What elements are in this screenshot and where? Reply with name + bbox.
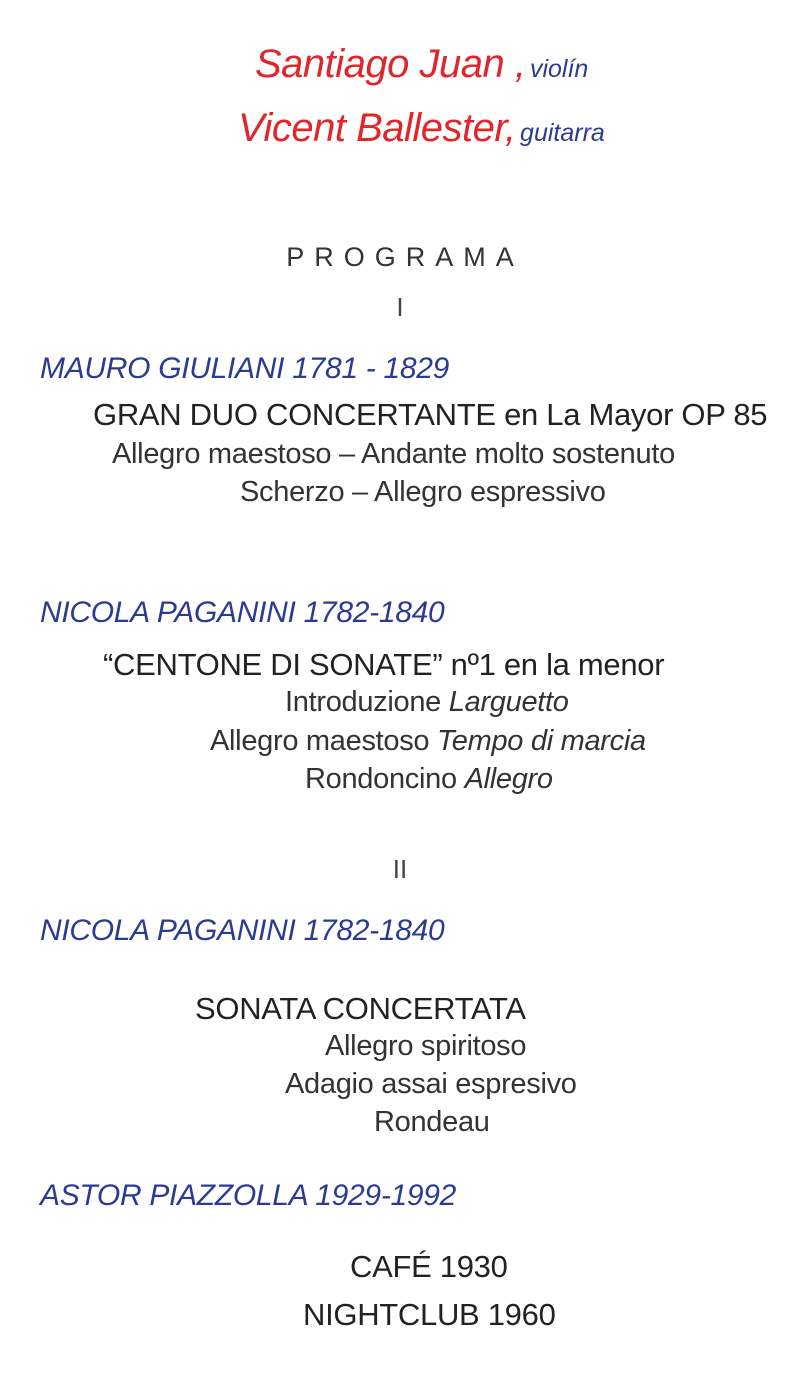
- performer-name: Vicent Ballester,: [238, 106, 516, 150]
- movement-line: [305, 763, 553, 796]
- work-gran-duo: GRAN DUO CONCERTANTE en La Mayor OP 85: [93, 397, 768, 432]
- work-nightclub-1960: NIGHTCLUB 1960: [303, 1297, 556, 1332]
- movement-line: Rondeau: [374, 1106, 490, 1138]
- movement-line: Allegro spiritoso: [325, 1030, 527, 1062]
- movement-tempo: Larguetto: [448, 686, 569, 718]
- composer-giuliani: MAURO GIULIANI 1781 - 1829: [40, 352, 450, 385]
- movement-line: Adagio assai espresivo: [285, 1068, 577, 1100]
- work-sonata-concertata: SONATA CONCERTATA: [195, 991, 526, 1026]
- work-cafe-1930: CAFÉ 1930: [350, 1249, 508, 1284]
- performer-role: violín: [529, 55, 589, 83]
- movement-tempo: Tempo di marcia: [437, 725, 646, 757]
- movement-line: Scherzo – Allegro espressivo: [240, 476, 606, 508]
- program-heading: PROGRAMA: [286, 242, 524, 272]
- work-centone-di-sonate: “CENTONE DI SONATE” nº1 en la menor: [103, 647, 665, 682]
- part-two-label: II: [392, 854, 408, 884]
- performer-name: Santiago Juan ,: [255, 42, 526, 86]
- composer-paganini: NICOLA PAGANINI 1782-1840: [40, 914, 445, 947]
- performer-role: guitarra: [520, 119, 605, 147]
- movement-line: Allegro maestoso – Andante molto sostenuto: [112, 438, 675, 470]
- movement-line: [210, 725, 646, 758]
- performer-violin: [255, 42, 588, 87]
- movement-name: Rondoncino: [305, 763, 457, 795]
- part-one-label: I: [396, 292, 404, 322]
- movement-name: Introduzione: [285, 686, 442, 718]
- composer-piazzolla: ASTOR PIAZZOLLA 1929-1992: [40, 1179, 457, 1212]
- movement-tempo: Allegro: [464, 763, 553, 795]
- movement-line: [285, 686, 569, 719]
- composer-paganini: NICOLA PAGANINI 1782-1840: [40, 596, 445, 629]
- movement-name: Allegro maestoso: [210, 725, 430, 757]
- performer-guitar: [238, 106, 605, 151]
